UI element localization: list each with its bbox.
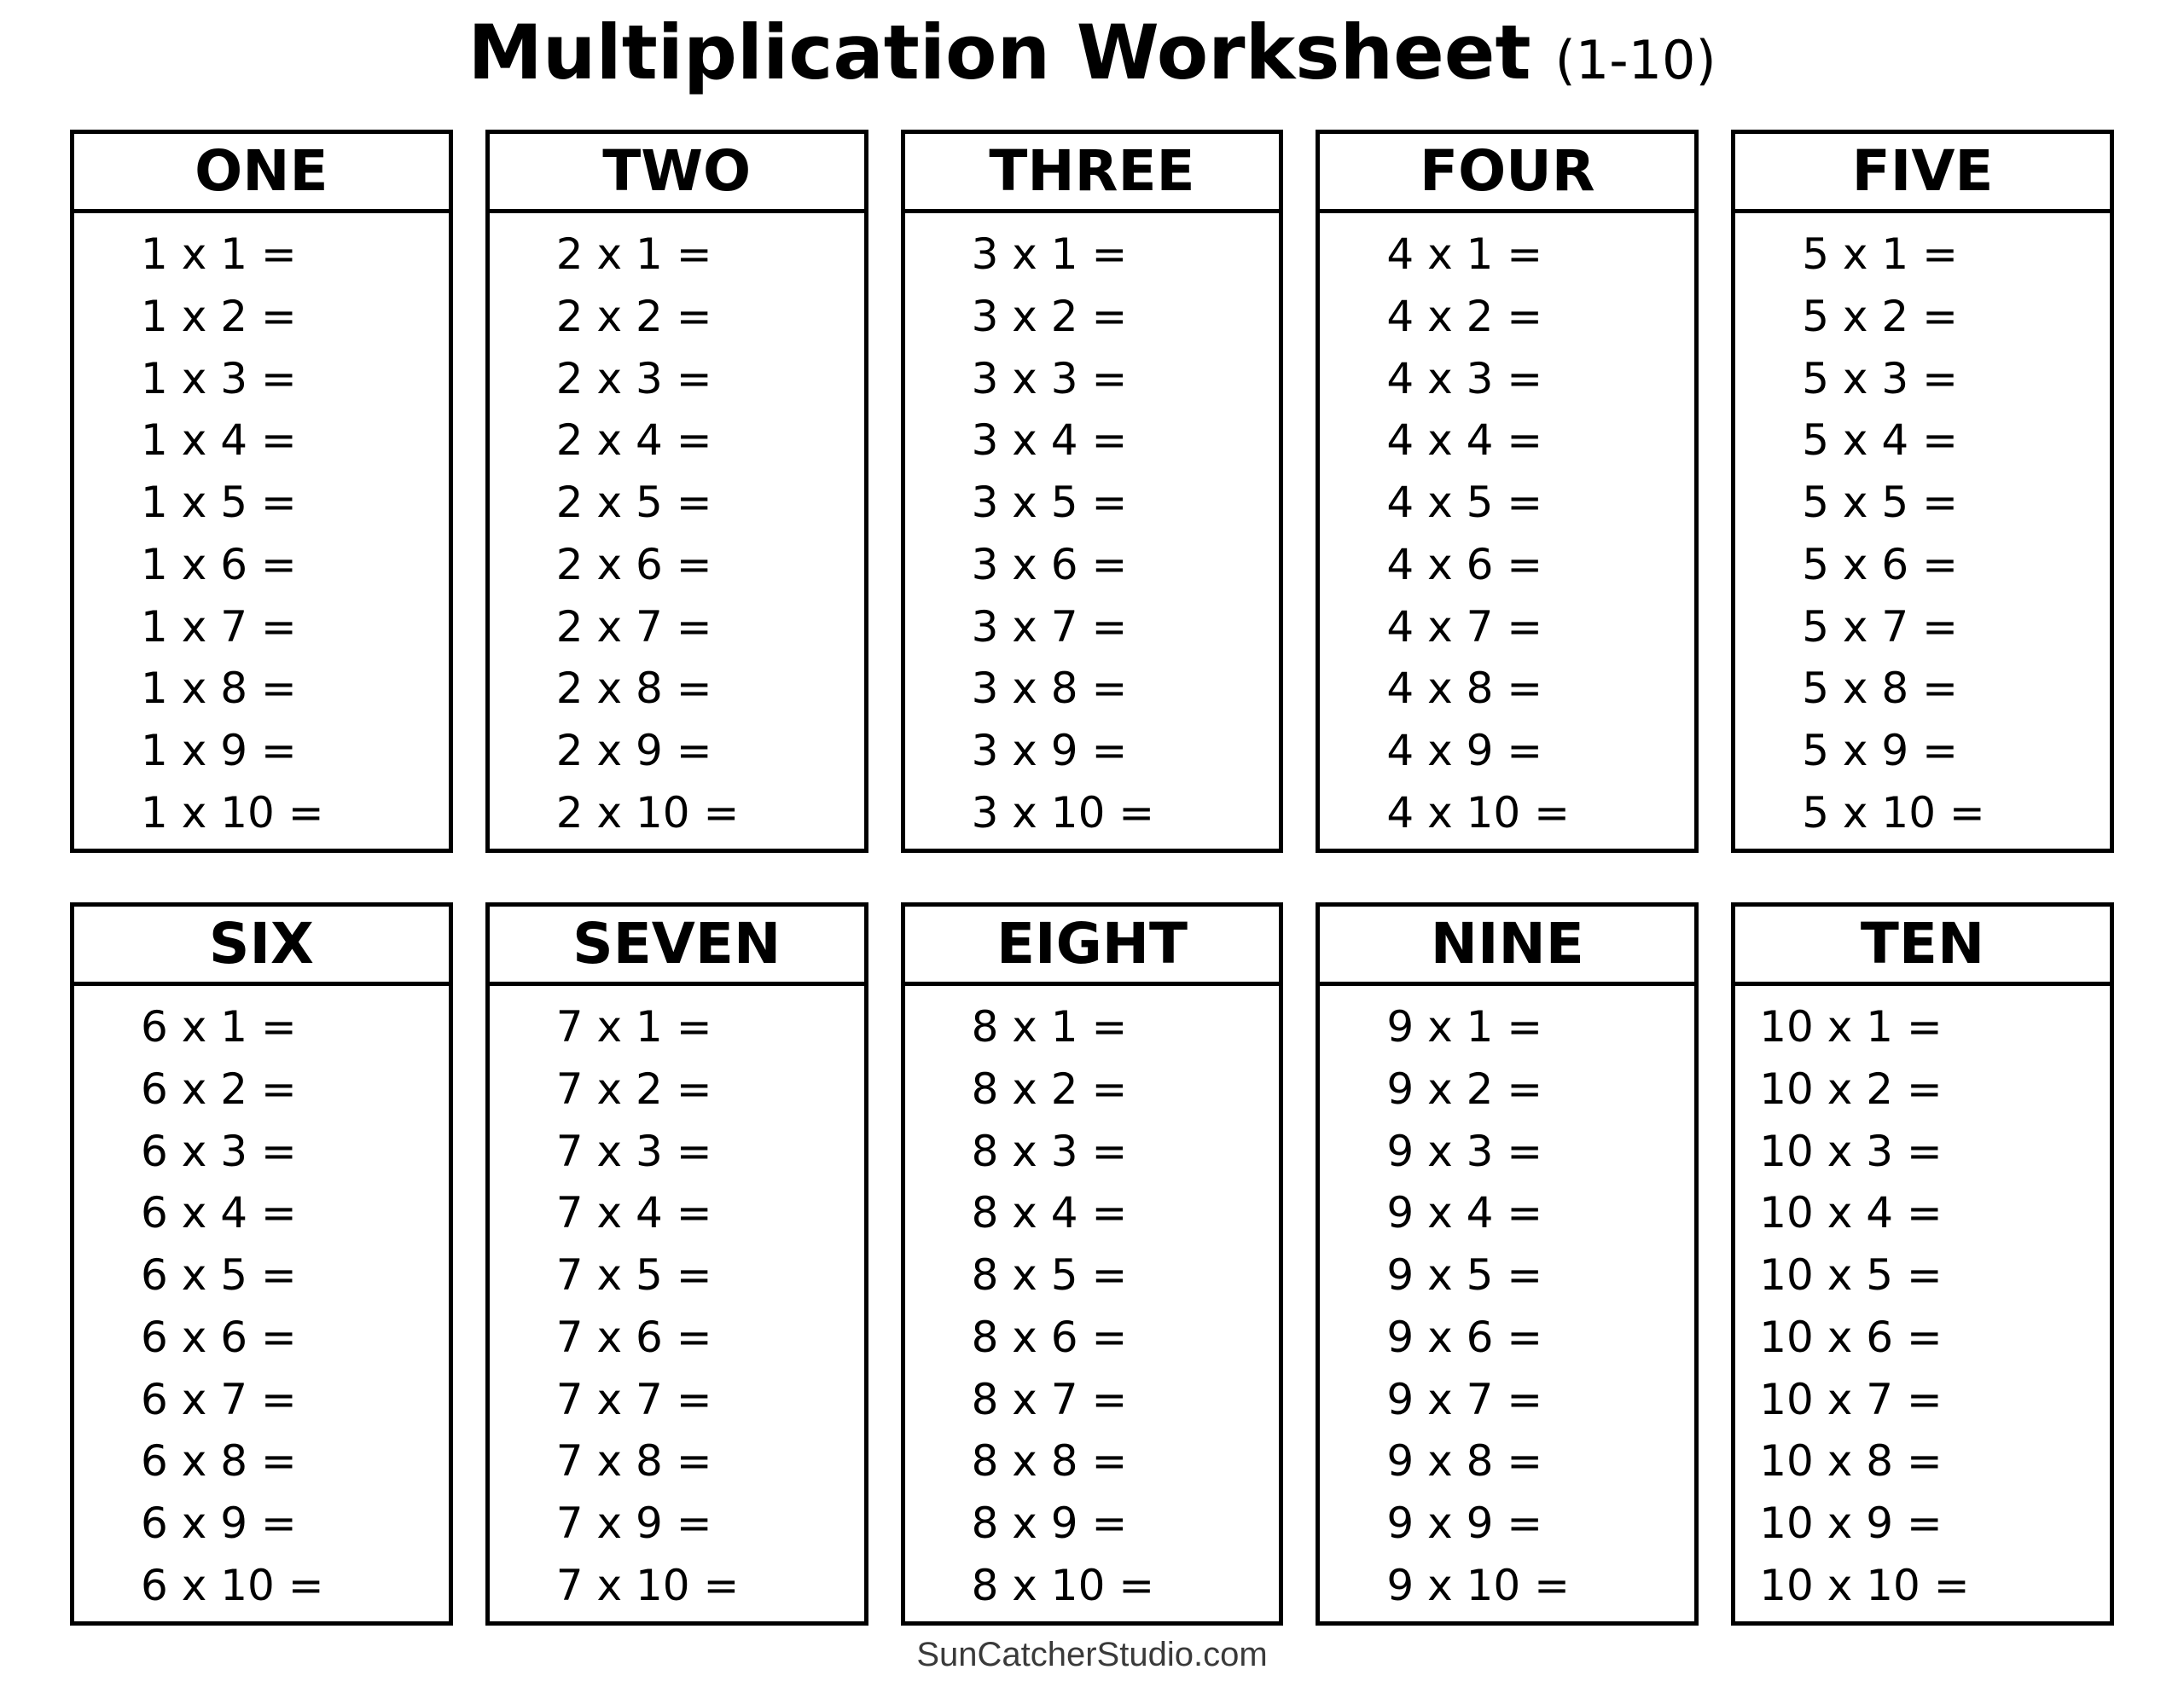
table-header: TWO — [490, 134, 864, 213]
problem-row: 1 x 4 = — [141, 415, 297, 466]
table-box-ten — [1731, 902, 2114, 1626]
problem-row: 9 x 6 = — [1386, 1312, 1543, 1362]
table-body — [1735, 213, 2110, 849]
problem-row: 7 x 3 = — [555, 1126, 712, 1176]
problem-row: 10 x 5 = — [1759, 1250, 1943, 1301]
problem-row: 3 x 10 = — [971, 787, 1155, 838]
problem-row: 8 x 4 = — [971, 1188, 1128, 1238]
problem-row: 9 x 8 = — [1386, 1436, 1543, 1487]
problem-row: 4 x 9 = — [1386, 725, 1543, 775]
problem-row: 9 x 10 = — [1386, 1560, 1570, 1610]
table-body — [490, 213, 864, 849]
problem-row: 2 x 3 = — [555, 353, 712, 403]
table-box-seven — [485, 902, 868, 1626]
problem-row: 10 x 7 = — [1759, 1374, 1943, 1424]
problem-row: 2 x 8 = — [555, 664, 712, 714]
problem-row: 8 x 8 = — [971, 1436, 1128, 1487]
problem-row: 3 x 1 = — [971, 229, 1128, 280]
problem-row: 5 x 3 = — [1802, 353, 1958, 403]
tables-row-1 — [70, 130, 2114, 853]
table-box-nine — [1316, 902, 1699, 1626]
problem-row: 9 x 9 = — [1386, 1498, 1543, 1548]
problem-row: 4 x 3 = — [1386, 353, 1543, 403]
problem-row: 7 x 5 = — [555, 1250, 712, 1301]
page-title — [0, 0, 2184, 96]
problem-row: 5 x 7 = — [1802, 601, 1958, 652]
title-main: Multiplication Worksheet — [468, 9, 1531, 96]
problem-row: 8 x 6 = — [971, 1312, 1128, 1362]
problem-row: 10 x 10 = — [1759, 1560, 1970, 1610]
problem-row: 10 x 6 = — [1759, 1312, 1943, 1362]
problem-row: 8 x 9 = — [971, 1498, 1128, 1548]
table-header: THREE — [905, 134, 1280, 213]
problem-row: 7 x 8 = — [555, 1436, 712, 1487]
problem-row: 6 x 5 = — [141, 1250, 297, 1301]
tables-row-2 — [70, 902, 2114, 1626]
table-header: EIGHT — [905, 907, 1280, 986]
table-body — [74, 986, 449, 1621]
problem-row: 9 x 4 = — [1386, 1188, 1543, 1238]
problem-row: 6 x 6 = — [141, 1312, 297, 1362]
problem-row: 4 x 7 = — [1386, 601, 1543, 652]
table-box-six — [70, 902, 453, 1626]
problem-row: 5 x 8 = — [1802, 664, 1958, 714]
problem-row: 5 x 9 = — [1802, 725, 1958, 775]
problem-row: 7 x 10 = — [555, 1560, 740, 1610]
table-header: SIX — [74, 907, 449, 986]
problem-row: 7 x 1 = — [555, 1002, 712, 1052]
table-box-four — [1316, 130, 1699, 853]
problem-row: 9 x 5 = — [1386, 1250, 1543, 1301]
table-body — [905, 986, 1280, 1621]
problem-row: 3 x 2 = — [971, 292, 1128, 342]
problem-row: 6 x 8 = — [141, 1436, 297, 1487]
problem-row: 5 x 4 = — [1802, 415, 1958, 466]
problem-row: 10 x 1 = — [1759, 1002, 1943, 1052]
problem-row: 5 x 5 = — [1802, 478, 1958, 528]
table-box-one — [70, 130, 453, 853]
problem-row: 5 x 10 = — [1802, 787, 1985, 838]
problem-row: 2 x 4 = — [555, 415, 712, 466]
problem-row: 10 x 2 = — [1759, 1064, 1943, 1115]
problem-row: 6 x 1 = — [141, 1002, 297, 1052]
problem-row: 9 x 1 = — [1386, 1002, 1543, 1052]
problem-row: 10 x 3 = — [1759, 1126, 1943, 1176]
problem-row: 9 x 7 = — [1386, 1374, 1543, 1424]
problem-row: 2 x 5 = — [555, 478, 712, 528]
problem-row: 4 x 10 = — [1386, 787, 1570, 838]
problem-row: 1 x 3 = — [141, 353, 297, 403]
problem-row: 3 x 3 = — [971, 353, 1128, 403]
problem-row: 1 x 6 = — [141, 539, 297, 589]
problem-row: 1 x 2 = — [141, 292, 297, 342]
problem-row: 8 x 7 = — [971, 1374, 1128, 1424]
problem-row: 6 x 10 = — [141, 1560, 324, 1610]
problem-row: 5 x 6 = — [1802, 539, 1958, 589]
table-header: FOUR — [1320, 134, 1694, 213]
problem-row: 7 x 7 = — [555, 1374, 712, 1424]
problem-row: 9 x 2 = — [1386, 1064, 1543, 1115]
problem-row: 1 x 7 = — [141, 601, 297, 652]
problem-row: 10 x 4 = — [1759, 1188, 1943, 1238]
table-header: NINE — [1320, 907, 1694, 986]
table-box-two — [485, 130, 868, 853]
problem-row: 9 x 3 = — [1386, 1126, 1543, 1176]
table-box-three — [901, 130, 1284, 853]
table-body — [905, 213, 1280, 849]
problem-row: 3 x 4 = — [971, 415, 1128, 466]
problem-row: 6 x 2 = — [141, 1064, 297, 1115]
problem-row: 2 x 1 = — [555, 229, 712, 280]
problem-row: 4 x 6 = — [1386, 539, 1543, 589]
table-box-five — [1731, 130, 2114, 853]
table-body — [74, 213, 449, 849]
problem-row: 1 x 5 = — [141, 478, 297, 528]
table-body — [1320, 986, 1694, 1621]
problem-row: 4 x 2 = — [1386, 292, 1543, 342]
problem-row: 4 x 5 = — [1386, 478, 1543, 528]
problem-row: 3 x 6 = — [971, 539, 1128, 589]
table-body — [1735, 986, 2110, 1621]
table-body — [490, 986, 864, 1621]
problem-row: 1 x 9 = — [141, 725, 297, 775]
problem-row: 10 x 8 = — [1759, 1436, 1943, 1487]
problem-row: 8 x 10 = — [971, 1560, 1155, 1610]
table-box-eight — [901, 902, 1284, 1626]
problem-row: 2 x 10 = — [555, 787, 740, 838]
problem-row: 5 x 1 = — [1802, 229, 1958, 280]
problem-row: 3 x 7 = — [971, 601, 1128, 652]
problem-row: 3 x 8 = — [971, 664, 1128, 714]
problem-row: 4 x 4 = — [1386, 415, 1543, 466]
problem-row: 1 x 8 = — [141, 664, 297, 714]
problem-row: 8 x 3 = — [971, 1126, 1128, 1176]
problem-row: 6 x 7 = — [141, 1374, 297, 1424]
problem-row: 7 x 9 = — [555, 1498, 712, 1548]
problem-row: 3 x 9 = — [971, 725, 1128, 775]
problem-row: 8 x 1 = — [971, 1002, 1128, 1052]
problem-row: 2 x 9 = — [555, 725, 712, 775]
problem-row: 10 x 9 = — [1759, 1498, 1943, 1548]
problem-row: 4 x 1 = — [1386, 229, 1543, 280]
problem-row: 1 x 1 = — [141, 229, 297, 280]
problem-row: 7 x 2 = — [555, 1064, 712, 1115]
table-body — [1320, 213, 1694, 849]
problem-row: 4 x 8 = — [1386, 664, 1543, 714]
problem-row: 2 x 6 = — [555, 539, 712, 589]
problem-row: 3 x 5 = — [971, 478, 1128, 528]
table-header: TEN — [1735, 907, 2110, 986]
title-range-suffix: (1-10) — [1554, 29, 1716, 91]
problem-row: 6 x 4 = — [141, 1188, 297, 1238]
problem-row: 6 x 3 = — [141, 1126, 297, 1176]
problem-row: 8 x 2 = — [971, 1064, 1128, 1115]
problem-row: 1 x 10 = — [141, 787, 324, 838]
table-header: FIVE — [1735, 134, 2110, 213]
problem-row: 6 x 9 = — [141, 1498, 297, 1548]
table-header: SEVEN — [490, 907, 864, 986]
problem-row: 7 x 4 = — [555, 1188, 712, 1238]
table-header: ONE — [74, 134, 449, 213]
problem-row: 5 x 2 = — [1802, 292, 1958, 342]
problem-row: 2 x 2 = — [555, 292, 712, 342]
problem-row: 2 x 7 = — [555, 601, 712, 652]
problem-row: 8 x 5 = — [971, 1250, 1128, 1301]
problem-row: 7 x 6 = — [555, 1312, 712, 1362]
footer-credit: SunCatcherStudio.com — [916, 1636, 1268, 1673]
